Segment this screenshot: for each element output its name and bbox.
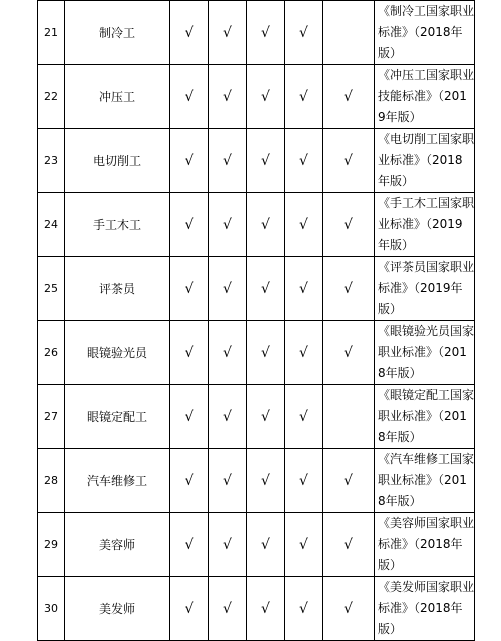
occupation-name-cell: 电切削工 <box>65 129 170 193</box>
table-row <box>38 65 475 129</box>
occupation-name-cell: 评茶员 <box>65 257 170 321</box>
level-1-check-cell: √ <box>170 193 209 257</box>
row-number-cell: 21 <box>38 1 65 65</box>
level-2-check-cell: √ <box>209 129 247 193</box>
level-1-check-cell: √ <box>170 129 209 193</box>
row-number-cell: 29 <box>38 513 65 577</box>
level-3-check-cell: √ <box>247 385 285 449</box>
level-2-check-cell: √ <box>209 65 247 129</box>
level-4-check-cell: √ <box>285 513 323 577</box>
level-3-check-cell: √ <box>247 193 285 257</box>
row-number-cell: 26 <box>38 321 65 385</box>
level-2-check-cell: √ <box>209 1 247 65</box>
row-number-cell: 23 <box>38 129 65 193</box>
occupation-name-cell: 手工木工 <box>65 193 170 257</box>
table-row <box>38 193 475 257</box>
occupation-name-cell: 美容师 <box>65 513 170 577</box>
table-row <box>38 1 475 65</box>
level-3-check-cell: √ <box>247 577 285 641</box>
standard-reference-cell: 《电切削工国家职业标准》（2018年版） <box>375 129 475 193</box>
level-5-check-cell: √ <box>323 577 375 641</box>
level-2-check-cell: √ <box>209 577 247 641</box>
standard-reference-cell: 《美容师国家职业标准》（2018年版） <box>375 513 475 577</box>
level-3-check-cell: √ <box>247 449 285 513</box>
level-3-check-cell: √ <box>247 1 285 65</box>
level-5-check-cell: √ <box>323 257 375 321</box>
occupation-standards-table <box>37 0 475 641</box>
level-3-check-cell: √ <box>247 321 285 385</box>
level-3-check-cell: √ <box>247 257 285 321</box>
table-row <box>38 129 475 193</box>
occupation-name-cell: 眼镜定配工 <box>65 385 170 449</box>
occupation-name-cell: 美发师 <box>65 577 170 641</box>
level-5-check-cell: √ <box>323 65 375 129</box>
standard-reference-cell: 《评茶员国家职业标准》（2019年版） <box>375 257 475 321</box>
level-2-check-cell: √ <box>209 513 247 577</box>
standard-reference-cell: 《眼镜验光员国家职业标准》（2018年版） <box>375 321 475 385</box>
table-row <box>38 513 475 577</box>
level-4-check-cell: √ <box>285 257 323 321</box>
level-1-check-cell: √ <box>170 65 209 129</box>
table-row <box>38 385 475 449</box>
level-5-check-cell: √ <box>323 449 375 513</box>
level-4-check-cell: √ <box>285 65 323 129</box>
table-body <box>38 1 475 641</box>
level-5-check-cell: √ <box>323 193 375 257</box>
table-row <box>38 449 475 513</box>
occupation-name-cell: 制冷工 <box>65 1 170 65</box>
level-2-check-cell: √ <box>209 193 247 257</box>
level-1-check-cell: √ <box>170 321 209 385</box>
level-4-check-cell: √ <box>285 577 323 641</box>
level-4-check-cell: √ <box>285 1 323 65</box>
level-4-check-cell: √ <box>285 385 323 449</box>
row-number-cell: 28 <box>38 449 65 513</box>
level-2-check-cell: √ <box>209 257 247 321</box>
level-2-check-cell: √ <box>209 385 247 449</box>
table-row <box>38 321 475 385</box>
level-3-check-cell: √ <box>247 129 285 193</box>
standard-reference-cell: 《制冷工国家职业标准》（2018年版） <box>375 1 475 65</box>
level-2-check-cell: √ <box>209 321 247 385</box>
occupation-name-cell: 眼镜验光员 <box>65 321 170 385</box>
standard-reference-cell: 《汽车维修工国家职业标准》（2018年版） <box>375 449 475 513</box>
level-2-check-cell: √ <box>209 449 247 513</box>
level-1-check-cell: √ <box>170 449 209 513</box>
occupation-name-cell: 冲压工 <box>65 65 170 129</box>
level-4-check-cell: √ <box>285 321 323 385</box>
row-number-cell: 27 <box>38 385 65 449</box>
level-4-check-cell: √ <box>285 193 323 257</box>
level-4-check-cell: √ <box>285 449 323 513</box>
row-number-cell: 24 <box>38 193 65 257</box>
standard-reference-cell: 《美发师国家职业标准》（2018年版） <box>375 577 475 641</box>
occupation-name-cell: 汽车维修工 <box>65 449 170 513</box>
table-row <box>38 257 475 321</box>
level-4-check-cell: √ <box>285 129 323 193</box>
row-number-cell: 25 <box>38 257 65 321</box>
standard-reference-cell: 《眼镜定配工国家职业标准》（2018年版） <box>375 385 475 449</box>
level-1-check-cell: √ <box>170 513 209 577</box>
level-3-check-cell: √ <box>247 513 285 577</box>
row-number-cell: 30 <box>38 577 65 641</box>
level-5-check-cell <box>323 385 375 449</box>
level-1-check-cell: √ <box>170 1 209 65</box>
row-number-cell: 22 <box>38 65 65 129</box>
standard-reference-cell: 《冲压工国家职业技能标准》（2019年版） <box>375 65 475 129</box>
level-5-check-cell <box>323 1 375 65</box>
level-1-check-cell: √ <box>170 257 209 321</box>
level-5-check-cell: √ <box>323 321 375 385</box>
level-1-check-cell: √ <box>170 577 209 641</box>
level-3-check-cell: √ <box>247 65 285 129</box>
standard-reference-cell: 《手工木工国家职业标准》（2019年版） <box>375 193 475 257</box>
level-5-check-cell: √ <box>323 129 375 193</box>
level-1-check-cell: √ <box>170 385 209 449</box>
level-5-check-cell: √ <box>323 513 375 577</box>
